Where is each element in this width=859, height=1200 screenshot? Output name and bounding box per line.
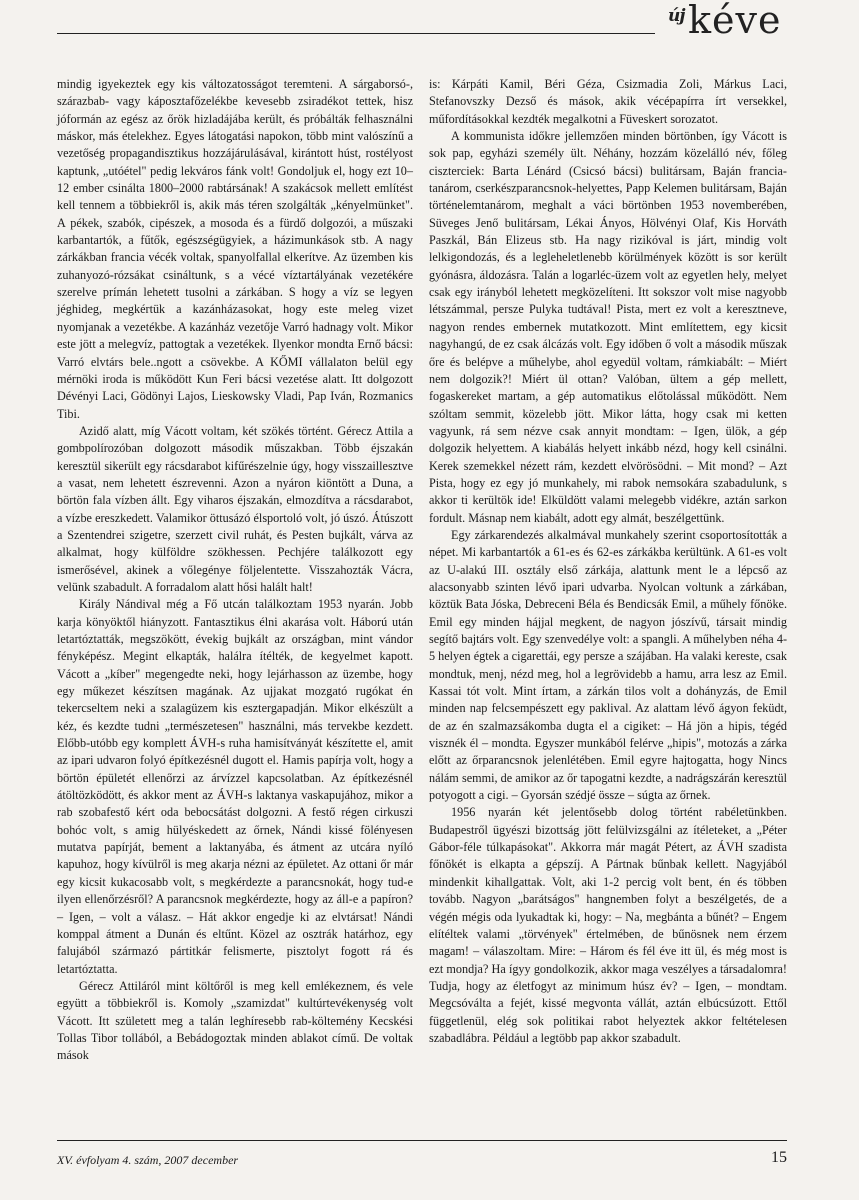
paragraph: is: Kárpáti Kamil, Béri Géza, Csizmadia Zoli, Márkus Laci, Stefanovszky Dezső és mások, akik vécépapírra írt versekkel, műfordításokkal kezdték megalkotni a Füveskert sorozatot. [429, 77, 787, 126]
footer-rule [57, 1140, 787, 1141]
page-number: 15 [771, 1149, 787, 1166]
logo-small-text: új [668, 6, 685, 26]
paragraph: 1956 nyarán két jelentősebb dolog történt rabéletünkben. Budapestről ügyészi bizottság jött felülvizsgálni az ítéleteket, a „Péter Gábor-féle túlkapásokat". Akkorra már magát Pétert, az ÁVH szadista főnökét is elkapta a gépszíj. A Pártnak bűnbak kellett. Nagyjából mindenkit kihallgattak. Volt, aki 1-2 percig volt bent, én és többen tovább. Nagyon „barátságos" hangnemben folyt a beszélgetés, de a végén mégis oda lyukadtak ki, hogy: – Na, megbánta a bűnét? – Engem elítéltek valami „törvények" értelmében, de bűnösnek nem érzem magam! – válaszoltam. Mire: – Három és fél éve itt ül, és még most is ezt mondja? Ha ígyy gondolkozik, akkor maga veszélyes a társadalomra! Tudja, hogy az életfogyt az minimum húsz év? – Igen, – mondtam. Megcsóválta a fejét, kissé megvonta vállát, aztán elbúcsúzott. Ettől függetlenül, elég sok politikai rabot helyeztek akkor feltételesen szabadlábra. Például a legtöbb pap akkor szabadult. [429, 805, 787, 1045]
paragraph: Egy zárkarendezés alkalmával munkahely szerint csoportosították a népet. Mi karbantartók a 61-es és 62-es zárkákba kerültünk. A 61-es volt az U-alakú III. osztály első zárkája, alattunk ment le a lépcső az alacsonyabb szinten lévő ipari udvarba. Nyolcan voltunk a zárkában, köztük Bata Jóska, Debreceni Béla és Bendicsák Emil, a műhely főnöke. Emil egy minden hájjal megkent, de nagyon jószívű, társait mindig segítő bajtárs volt. Egy szenvedélye volt: a spangli. A műhelyben néha 4-5 helyen égtek a cigarettái, egy persze a szájában. Ha valaki kereste, csak mondtuk, menj, nézd meg, hol a legrövidebb a hamu, arra lesz az Emil. Kassai tót volt. Mint írtam, a zárkán tilos volt a dohányzás, de Emil minden nap felcsempészett egy paklival. Az alattam lévő ágyon feküdt, de az én szalmazsákomba dugta el a cigiket: – Há jön a hipis, tégéd visznék él – mondta. Egyszer munkából felérve „hipis", motozás a zárka előtt az őrparancsnok jelenlétében. Emil egyre hajtogatta, hogy Nincs nálám semmi, de amikor az őr tapogatni kezdte, a nadrágszárán keresztül potyogott a cigi. – Gyorsán szédjé össze – súgta az őrnek. [429, 527, 787, 803]
paragraph: Gérecz Attiláról mint költőről is meg kell emlékeznem, és vele együtt a többiekről is. Komoly „szamizdat" kultúrtevékenység volt Vácott. Itt született meg a talán leghíresebb rab-költemény Kecskési Tollas Tibor tollából, a Bebádogoztak minden ablakot című. De voltak mások [57, 978, 413, 1063]
logo-main-text: kéve [688, 0, 782, 42]
paragraph: A kommunista időkre jellemzően minden börtönben, így Vácott is sok pap, egyházi személy ült. Néhány, hozzám közelálló név, főleg ciszterciek: Barta Lénárd (Csicsó bácsi) bulitársam, Baján francia-tanárom, cserkészparancsnok-helyettes, Papp Kelemen bulitársam, Baján történelemtanárom, meghalt a váci börtönben 1953 novemberében, Süveges Jenő bulitársam, Lékai Ányos, Hölvényi Olaf, Kis Horváth Paszkál, Bán Elizeus stb. Ha nagy rizikóval is járt, mindig volt lelkigondozás, és a legleheletlenebb körülmények között is sor került gyónásra, áldozásra. Talán a logarléc-üzem volt az egyetlen hely, melyet csak egy irányból lehetett megközelíteni. Itt sokszor volt mise nagyobb létszámmal, persze Pulyka tudtával! Pista, mert ez volt a keresztneve, nagyon rendes embernek mutatkozott. Mint említettem, egy kicsit nagyhangú, de ez csak álcázás volt. Egy időben ő volt a második műszak őre és belépve a műhelybe, ahol egyedül voltam, rámkiabált: – Miért nem dolgozik?! Miért ül ottan? Valóban, ültem a gép mellett, fogaskereket martam, a gép automatikus előtolással működött. Nem szóltam semmit, közelebb jött. Mikor látta, hogy csak mi ketten vagyunk, rá sem nézve csak annyit mondtam: – Igen, ülök, a gép dolgozik helyettem. A kiabálás helyett inkább nézd, hogy kell csinálni. Kerek szemekkel nézett rám, kezdett elvörösödni. – Mit mond? – Azt Pista, hogy ez egy jó munkahely, mi rabok nemsokára szabadulunk, s akkor ti kerültök ide! Elküldött valami melegebb vidékre, aztán sarkon fordult. Másnap nem kiabált, adott egy almát, beszélgettünk. [429, 129, 787, 525]
paragraph: Király Nándival még a Fő utcán találkoztam 1953 nyarán. Jobb karja könyöktől hiányzott. Fantasztikus élni akarása volt. Háború után letartóztatták, megszökött, évekig bujkált az országban, mint vándor fényképész. Megint elkapták, halálra ítélték, de kegyelmet kapott. Vácott a „kíber" megengedte neki, hogy lejárhasson az üzembe, hogy egy műkezet készítsen magának. Az ujjakat mozgató rugókat én tekercseltem neki a szalagüzem kis esztergapadján. Mikor elkészült a kéz, és kezdte tudni „természetesen" használni, más tervekbe kezdett. Előbb-utóbb egy komplett ÁVH-s ruha hamisítványát készítette el, amit az ipari udvaron folyó építkezésnél dugott el. Hamis papírja volt, hogy a börtön épületét ellenőrzi az árvízzel kapcsolatban. Az építkezésnél átöltözködött, és akkor ment az ÁVH-s laktanya vaskapujához, mikor a rab szobafestő kért oda bebocsátást dolgozni. A festő régen cirkuszi bohóc volt, s amig hülyéskedett az őrnek, Nándi kissé fölényesen mutatva papírját, bement a laktanyába, és átment az utcára nyíló kapuhoz, hogy kívülről is meg akarja nézni az épületet. Az ottani őr már egy kicsit kukacosabb volt, s megkérdezte a parancsnokát, hogy tud-e ilyen ellenőrzésről? A parancsnok megkérdezte, hogy az áll-e a papíron? – Igen, – volt a válasz. – Hát akkor engedje ki az elvtársat! Nándi komppal átment a Dunán és eltűnt. Közel az osztrák határhoz, egy falujából származó pártitkár felismerte, pisztolyt fogott rá és letartóztatta. [57, 597, 413, 976]
paragraph: Azidő alatt, míg Vácott voltam, két szökés történt. Gérecz Attila a gombpolírozóban dolgozott második műszakban. Több éjszakán keresztül sikerült egy rácsdarabot kifűrészelnie úgy, hogy visszaillesztve a vasat, nem lehetett észrevenni. Azon a nyáron kiöntött a Duna, a börtön fala vízben állt. Egy viharos éjszakán, elmozdítva a rácsdarabot, a vízbe ereszkedett. Valamikor öttusázó élsportoló volt, jó úszó. Átúszott a Szentendrei szigetre, szerzett civil ruhát, és Pesten bujkált, várva az alkalmat, hogy külföldre szökhessen. Pechjére találkozott egy ismerősével, akinek a vőlegénye följelentette. Visszahozták Vácra, velünk szabadult. A forradalom alatt hősi halált halt! [57, 423, 413, 594]
magazine-logo [662, 0, 812, 50]
left-column [57, 76, 413, 1065]
paragraph: mindig igyekeztek egy kis változatosságot teremteni. A sárgaborsó-, szárazbab- vagy káposztafőzelékbe kevesebb zsiradékot tettek, hisz jóformán az egész az őrök hizladájába került, és próbálták felhasználni máskor, más ételekhez. Egyes látogatási napokon, több mint valószínű a vezetőség propagandisztikus hozzájárulásával, kirántott húst, rostélyost kaptunk, „utóétel" pedig lekváros fánk volt! Gondoljuk el, hogy ezt 10–12 ember csinálta 1800–2000 rabtársának! A szakácsok mellett említést kell tennem a többiekről is, akik más téren szolgálták „kényelmünket". A pékek, szabók, cipészek, a mosoda és a fürdő dolgozói, a műszaki karbantartók, a fűtők, egészségügyiek, a házimunkások stb. A nagy zárkákban francia vécék voltak, spanyolfallal elkerítve. Az üzemben kis zuhanyozó-rózsákat csináltunk, s a vécé víztartályának vezetékére szerelve prímán lehetett tusolni a zárkában. S hogy a víz se legyen jéghideg, megkértük a kazánházasokat, hogy este meleg vizet nyomjanak a vezetékbe. A kazánház vezetője Varró hadnagy volt. Mikor este jött a melegvíz, pattogtak a vezetékek. Ilyenkor mondta Ernő bácsi: Varró elvtárs bele..ngott a csövekbe. A KŐMI vállalaton belül egy mérnöki iroda is működött Kun Feri bácsi vezetése alatt. Itt dolgozott Dévényi Laci, Gödönyi Lajos, Lieskowsky Vladi, Pap Iván, Rozmanics Tibi. [57, 77, 413, 421]
issue-info: XV. évfolyam 4. szám, 2007 december [57, 1153, 239, 1167]
header-rule [57, 33, 655, 34]
right-column [429, 76, 787, 1047]
